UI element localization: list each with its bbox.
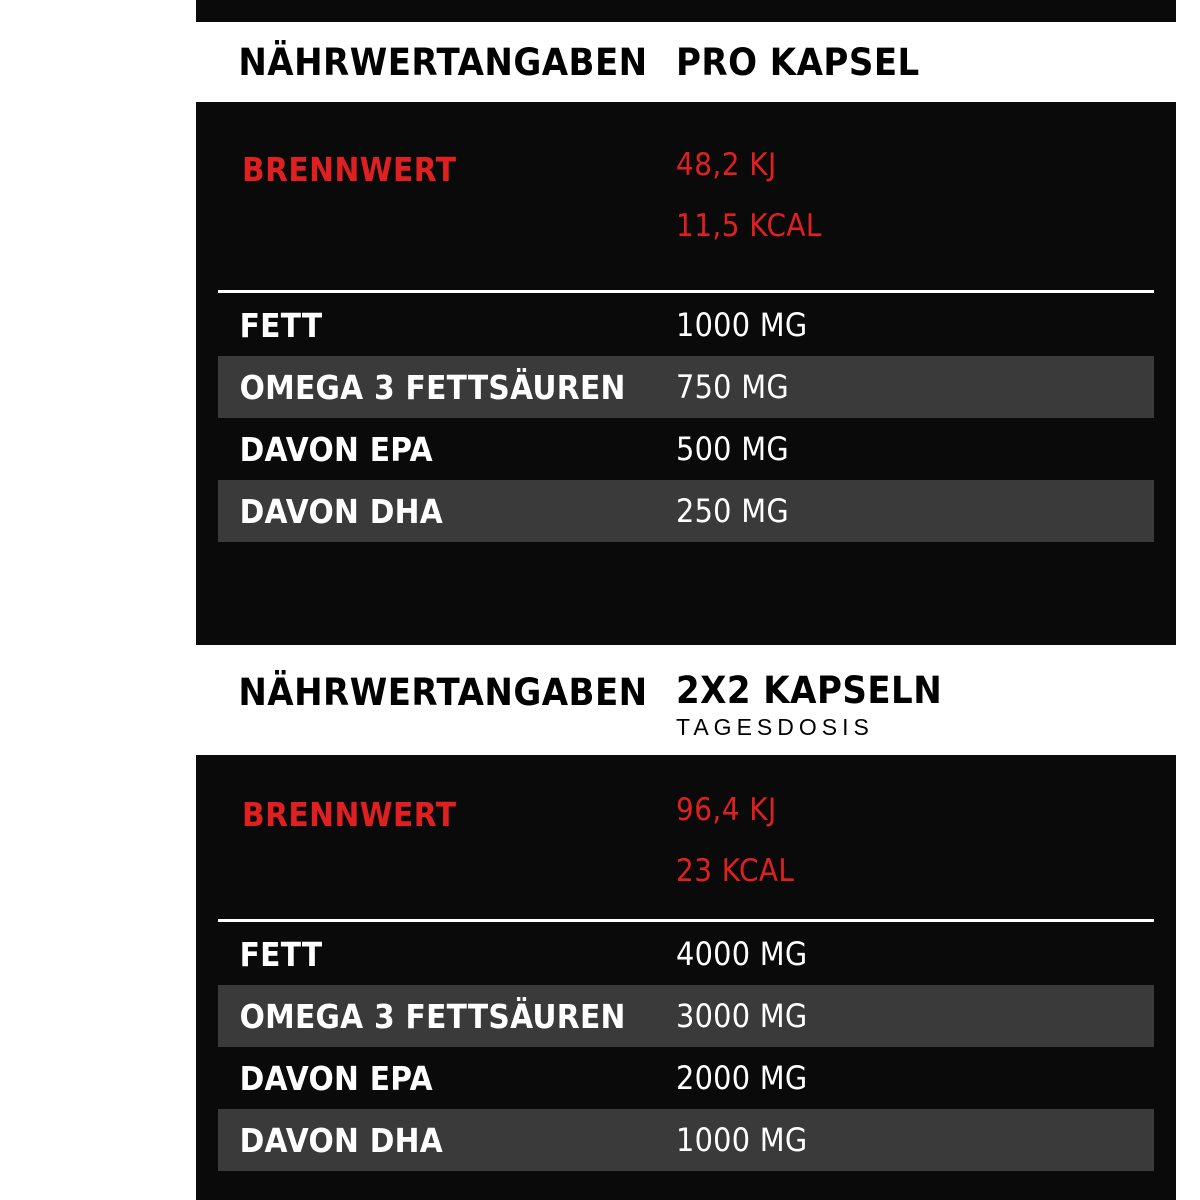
row-value: 250 MG — [676, 492, 789, 530]
nutrition-panel — [196, 0, 1176, 1200]
energy-value-kj: 96,4 KJ — [676, 792, 777, 828]
header-value-group — [666, 657, 1176, 741]
energy-value-kcal: 11,5 KCAL — [676, 208, 822, 244]
nutrition-table-daily-dose — [196, 645, 1176, 1160]
nutrient-rows-daily-dose — [196, 923, 1176, 1171]
nutrition-table-per-capsule — [196, 22, 1176, 531]
table-row — [218, 985, 1154, 1047]
table-row — [218, 923, 1154, 985]
nutrient-rows-per-capsule — [196, 294, 1176, 542]
row-value: 1000 MG — [676, 306, 808, 344]
header-label-nutrition: NÄHRWERTANGABEN — [238, 671, 648, 714]
table-row — [218, 480, 1154, 542]
table-header-per-capsule — [196, 22, 1176, 102]
table-row — [218, 418, 1154, 480]
table-row — [218, 356, 1154, 418]
row-label: DAVON DHA — [239, 491, 444, 531]
row-label: DAVON DHA — [239, 1120, 444, 1160]
energy-value-kcal: 23 KCAL — [676, 853, 795, 889]
row-label: OMEGA 3 FETTSÄUREN — [239, 367, 626, 407]
energy-label: BRENNWERT — [242, 150, 457, 189]
table-header-daily-dose — [196, 645, 1176, 755]
header-value-serving: PRO KAPSEL — [676, 40, 920, 84]
row-label: FETT — [239, 934, 323, 974]
energy-values — [676, 147, 838, 244]
divider-rule — [218, 919, 1154, 922]
row-value: 2000 MG — [676, 1059, 808, 1097]
divider-rule — [218, 290, 1154, 293]
row-label: DAVON EPA — [239, 429, 433, 469]
table-row — [218, 1109, 1154, 1171]
row-value: 4000 MG — [676, 935, 808, 973]
header-value-group — [666, 41, 1176, 84]
header-value-serving-sub: TAGESDOSIS — [676, 714, 874, 740]
energy-value-kj: 48,2 KJ — [676, 147, 777, 183]
row-value: 750 MG — [676, 368, 789, 406]
header-label-nutrition: NÄHRWERTANGABEN — [238, 40, 648, 84]
row-label: FETT — [239, 305, 323, 345]
header-value-serving: 2X2 KAPSELN — [676, 669, 943, 712]
table-row — [218, 294, 1154, 356]
table-row — [218, 1047, 1154, 1109]
row-value: 500 MG — [676, 430, 789, 468]
energy-label: BRENNWERT — [242, 795, 457, 834]
energy-values — [676, 792, 808, 889]
row-label: OMEGA 3 FETTSÄUREN — [239, 996, 626, 1036]
row-value: 1000 MG — [676, 1121, 808, 1159]
row-label: DAVON EPA — [239, 1058, 433, 1098]
row-value: 3000 MG — [676, 997, 808, 1035]
